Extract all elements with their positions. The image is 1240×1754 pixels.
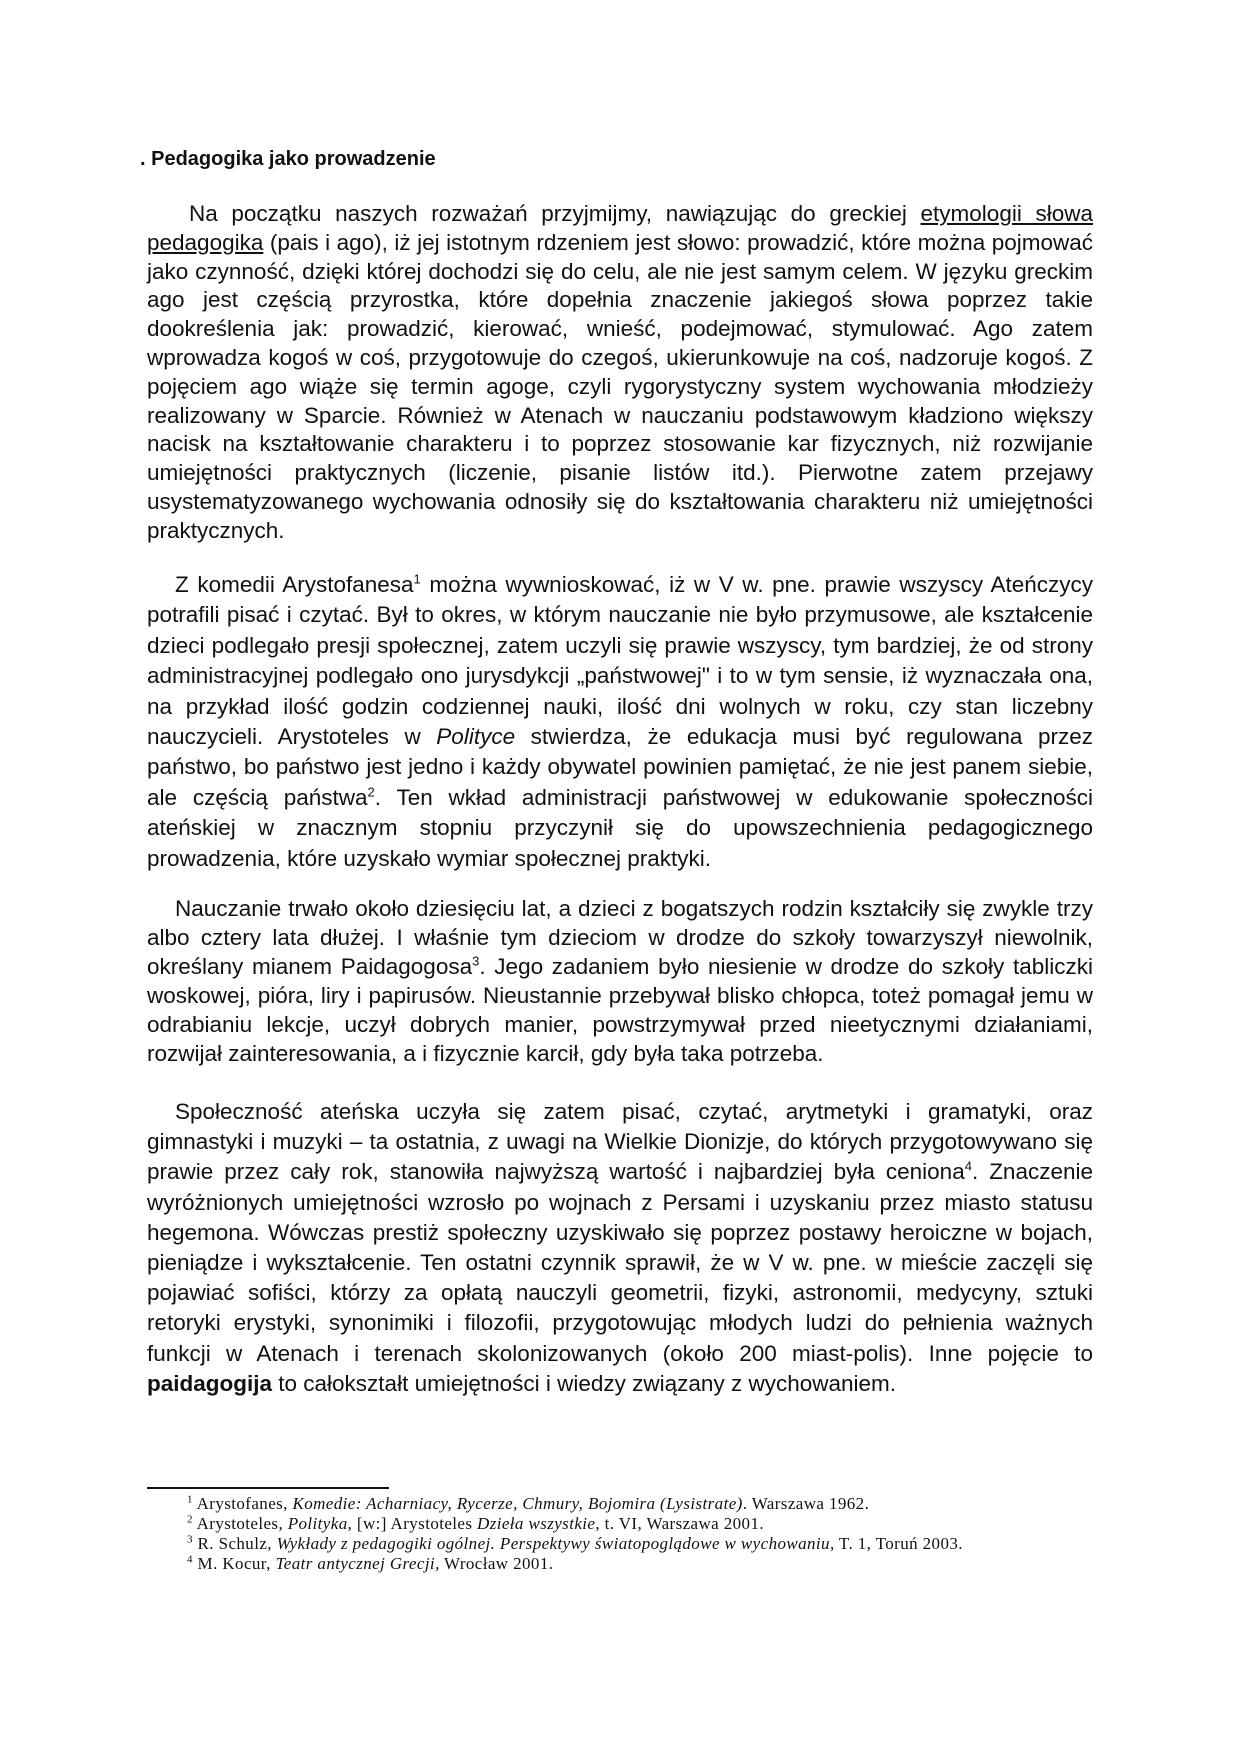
footnote-number: 2 — [187, 1513, 193, 1526]
footnote-text: Arystofanes, — [192, 1494, 293, 1513]
paragraph-text: Społeczność ateńska uczyła się zatem pisać, czytać, arytmetyki i gramatyki, oraz gimnastyki i muzyki – ta ostatnia, z uwagi na Wielkie Dionizje, do których przygotowywano się prawie przez cały rok, stanowiła najwyższą wartość i najbardziej była ceniona — [147, 1099, 1093, 1185]
footnote-number: 4 — [187, 1553, 193, 1566]
footnote-ref-1: 1 — [413, 571, 421, 587]
paragraph-text: Z komedii Arystofanesa — [175, 572, 414, 597]
paragraph-text: . Znaczenie wyróżnionych umiejętności wzrosło po wojnach z Persami i uzyskaniu przez miasto statusu hegemona. Wówczas prestiż społeczny uzyskiwało się poprzez postawy heroiczne w bojach, pieniądze i wykształcenie. Ten ostatni czynnik sprawił, że w V w. pne. w mieście zaczęli się pojawiać sofiści, którzy za opłatą nauczyli geometrii, fizyki, astronomii, medycyny, sztuki retoryki erystyki, synonimiki i filozofii, przygotowując młodych ludzi do pełnienia ważnych funkcji w Atenach i terenach skolonizowanych (około 200 miast-polis). Inne pojęcie to — [147, 1159, 1094, 1366]
footnote-title: Wykłady z pedagogiki ogólnej. Perspektywy światopoglądowe w wychowaniu — [276, 1534, 830, 1553]
bold-term: paidagogija — [147, 1370, 273, 1396]
paragraph-education — [147, 1097, 1093, 1399]
footnote-text: , Wrocław 2001. — [435, 1554, 554, 1573]
footnote-title: Teatr antycznej Grecji — [275, 1554, 436, 1573]
footnote-text: M. Kocur, — [192, 1554, 276, 1573]
paragraph-text: to całokształt umiejętności i wiedzy związany z wychowaniem. — [272, 1370, 897, 1396]
footnote-divider — [147, 1487, 389, 1489]
section-title: . Pedagogika jako prowadzenie — [140, 148, 436, 170]
footnote-text: R. Schulz, — [192, 1534, 277, 1553]
italic-title: Polityce — [436, 724, 516, 750]
footnote-title: Komedie: Acharniacy, Rycerze, Chmury, Bojomira (Lysistrate) — [292, 1494, 743, 1513]
paragraph-text: . Jego zadaniem było niesienie w drodze do szkoły tabliczki woskowej, pióra, liry i papirusów. Nieustannie przebywał blisko chłopca, toteż pomagał jemu w odrabianiu lekcje, uczył dobrych manier, powstrzymywał przed nieetycznymi działaniami, rozwijał zainteresowania, a i fizycznie karcił, gdy była taka potrzeba. — [147, 954, 1094, 1066]
paragraph-text: Na początku naszych rozważań przyjmijmy, nawiązując do greckiej — [189, 201, 921, 226]
footnote-ref-3: 3 — [472, 953, 480, 969]
footnote-2 — [147, 1514, 1093, 1534]
paragraph-etymology — [147, 200, 1093, 546]
footnote-text: . Warszawa 1962. — [742, 1494, 870, 1513]
paragraph-paidagogos — [147, 894, 1093, 1068]
paragraph-text: Nauczanie trwało około dziesięciu lat, a dzieci z bogatszych rodzin kształciły się zwykle trzy albo cztery lata dłużej. I właśnie tym dzieciom w drodze do szkoły towarzyszył niewolnik, określany mianem Paidagogosa — [147, 896, 1093, 979]
footnote-title: Dzieła wszystkie — [477, 1514, 596, 1533]
paragraph-text: (pais i ago), iż jej istotnym rdzeniem jest słowo: prowadzić, które można pojmować jako czynność, dzięki której dochodzi się do celu, ale nie jest samym celem. W języku greckim ago jest częścią przyrostka, które dopełnia znaczenie jakiegoś słowa poprzez takie dookreślenia jak: prowadzić, kierować, wnieść, podejmować, stymulować. Ago zatem wprowadza kogoś w coś, przygotowuje do czegoś, ukierunkowuje na coś, nadzoruje kogoś. Z pojęciem ago wiąże się termin agoge, czyli rygorystyczny system wychowania młodzieży realizowany w Sparcie. Również w Atenach w nauczaniu podstawowym kładziono większy nacisk na kształtowanie charakteru i to poprzez stosowanie kar fizycznych, niż rozwijanie umiejętności praktycznych (liczenie, pisanie listów itd.). Pierwotne zatem przejawy usystematyzowanego wychowania odnosiły się do kształtowania charakteru niż umiejętności praktycznych. — [147, 229, 1093, 543]
paragraph-text: można wywnioskować, iż w V w. pne. prawie wszyscy Ateńczycy potrafili pisać i czytać. Był to okres, w którym nauczanie nie było przymusowe, ale kształcenie dzieci podlegało presji społecznej, zatem uczyli się prawie wszyscy, tym bardziej, że od strony administracyjnej podlegało ono jurysdykcji „państwowej" i to w tym sensie, iż wyznaczała ona, na przykład ilość godzin codziennej nauki, ilość dni wolnych w roku, czy stan liczebny nauczycieli. Arystoteles w — [147, 572, 1093, 750]
footnote-text: , t. VI, Warszawa 2001. — [595, 1514, 765, 1533]
footnote-ref-4: 4 — [964, 1158, 972, 1174]
footnote-ref-2: 2 — [367, 784, 375, 800]
footnote-text: , [w:] Arystoteles — [347, 1514, 478, 1533]
footnote-text: , T. 1, Toruń 2003. — [829, 1534, 963, 1553]
footnote-text: Arystoteles, — [192, 1514, 288, 1533]
footnotes — [147, 1494, 1093, 1574]
footnote-3 — [147, 1534, 1093, 1554]
etymology-link[interactable]: etymologii słowa pedagogika — [147, 201, 1093, 255]
paragraph-text: stwierdza, że edukacja musi być regulowana przez państwo, bo państwo jest jedno i każdy obywatel powinien pamiętać, że nie jest panem siebie, ale częścią państwa — [147, 724, 1094, 810]
paragraph-text: . Ten wkład administracji państwowej w edukowanie społeczności ateńskiej w znacznym stopniu przyczynił się do upowszechnienia pedagogicznego prowadzenia, które uzyskało wymiar społecznej praktyki. — [147, 784, 1093, 871]
footnote-number: 3 — [187, 1533, 193, 1546]
paragraph-athens — [147, 570, 1093, 874]
footnote-1 — [147, 1494, 1093, 1514]
footnote-number: 1 — [187, 1493, 193, 1506]
footnote-4 — [147, 1554, 1093, 1574]
footnote-title: Polityka — [287, 1514, 348, 1533]
